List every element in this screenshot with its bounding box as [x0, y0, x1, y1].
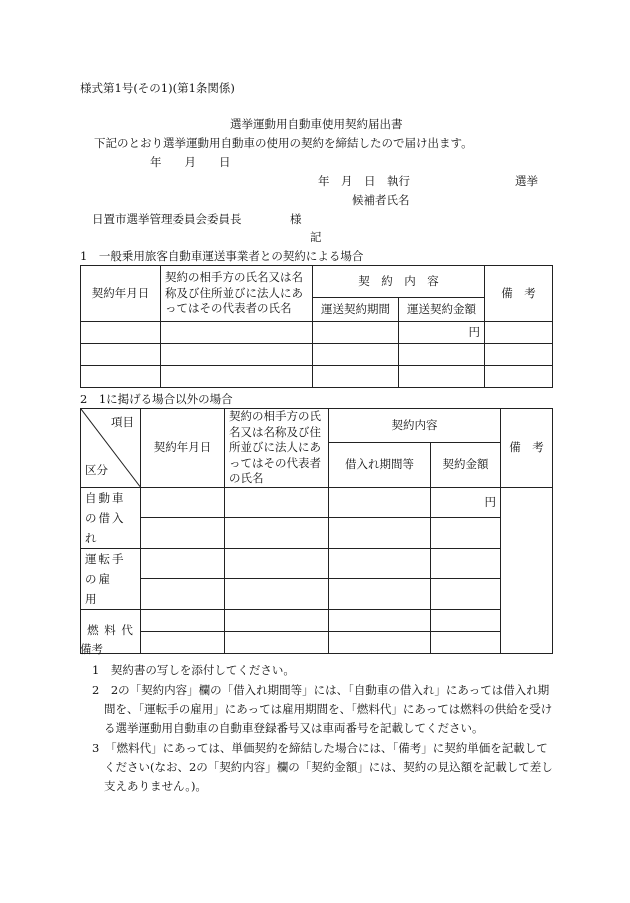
section1-heading: 1 一般乗用旅客自動車運送事業者との契約による場合 — [80, 249, 364, 263]
s2-header-amount: 契約金額 — [431, 443, 501, 487]
note-2-line2: 間を、「運転手の雇用」にあっては雇用期間を、「燃料代」にあっては燃料の供給を受け — [104, 702, 553, 716]
s2-header-party: 契約の相手方の氏名又は名称及び住所並びに法人にあってはその代表者の氏名 — [225, 409, 329, 488]
s2-header-remarks: 備 考 — [501, 409, 553, 488]
s2-row-car: 自動車の借入れ — [81, 487, 141, 548]
note-3-line1: 3 「燃料代」にあっては、単価契約を締結した場合には、「備考」に契約単価を記載して — [92, 741, 548, 755]
s2-diag-top: 項目 — [111, 415, 134, 429]
s1-header-date: 契約年月日 — [81, 266, 161, 322]
intro-text: 下記のとおり選挙運動用自動車の使用の契約を締結したので届け出ます。 — [94, 136, 473, 150]
section2-heading: 2 1に掲げる場合以外の場合 — [80, 392, 233, 406]
submission-date: 年 月 日 — [150, 155, 231, 169]
honorific: 様 — [290, 212, 302, 226]
form-number: 様式第1号(その1)(第1条関係) — [80, 81, 235, 95]
s1-header-amount: 運送契約金額 — [399, 298, 485, 322]
table-row — [81, 344, 553, 366]
s2-header-date: 契約年月日 — [141, 409, 225, 488]
note-2-line3: る選挙運動用自動車の自動車登録番号又は車両番号を記載してください。 — [104, 721, 484, 735]
table-row — [81, 366, 553, 388]
addressee: 日置市選挙管理委員会委員長 — [92, 212, 242, 226]
s1-yen: 円 — [399, 322, 485, 344]
table-row — [81, 322, 553, 344]
s1-header-remarks: 備 考 — [485, 266, 553, 322]
election-date: 年 月 日 執行 — [318, 174, 410, 188]
note-1: 1 契約書の写しを添付してください。 — [92, 663, 295, 677]
note-3-line2: ください(なお、2の「契約内容」欄の「契約金額」には、契約の見込額を記載して差し — [104, 760, 553, 774]
s2-yen: 円 — [431, 487, 501, 518]
s2-row-fuel: 燃 料 代 — [81, 609, 141, 653]
s1-header-period: 運送契約期間 — [313, 298, 399, 322]
candidate-name-label: 候補者氏名 — [352, 193, 410, 207]
ki-label: 記 — [310, 230, 322, 244]
section2-table — [80, 408, 553, 654]
s2-header-contract: 契約内容 — [329, 409, 501, 443]
election-suffix: 選挙 — [515, 174, 538, 188]
s1-header-contract: 契 約 内 容 — [313, 266, 485, 298]
s2-diagonal-header — [81, 409, 141, 488]
note-2-line1: 2 2の「契約内容」欄の「借入れ期間等」には、「自動車の借入れ」にあっては借入れ期 — [92, 683, 550, 697]
s2-diag-bottom: 区分 — [85, 463, 108, 478]
s1-header-party: 契約の相手方の氏名又は名称及び住所並びに法人にあってはその代表者の氏名 — [161, 266, 313, 322]
document-title: 選挙運動用自動車使用契約届出書 — [230, 117, 403, 131]
section1-table — [80, 265, 553, 388]
note-3-line3: 支えありません。)。 — [104, 779, 207, 793]
s2-header-period: 借入れ期間等 — [329, 443, 431, 487]
notes-heading: 備考 — [80, 642, 103, 656]
s2-row-driver: 運転手の雇 用 — [81, 548, 141, 609]
